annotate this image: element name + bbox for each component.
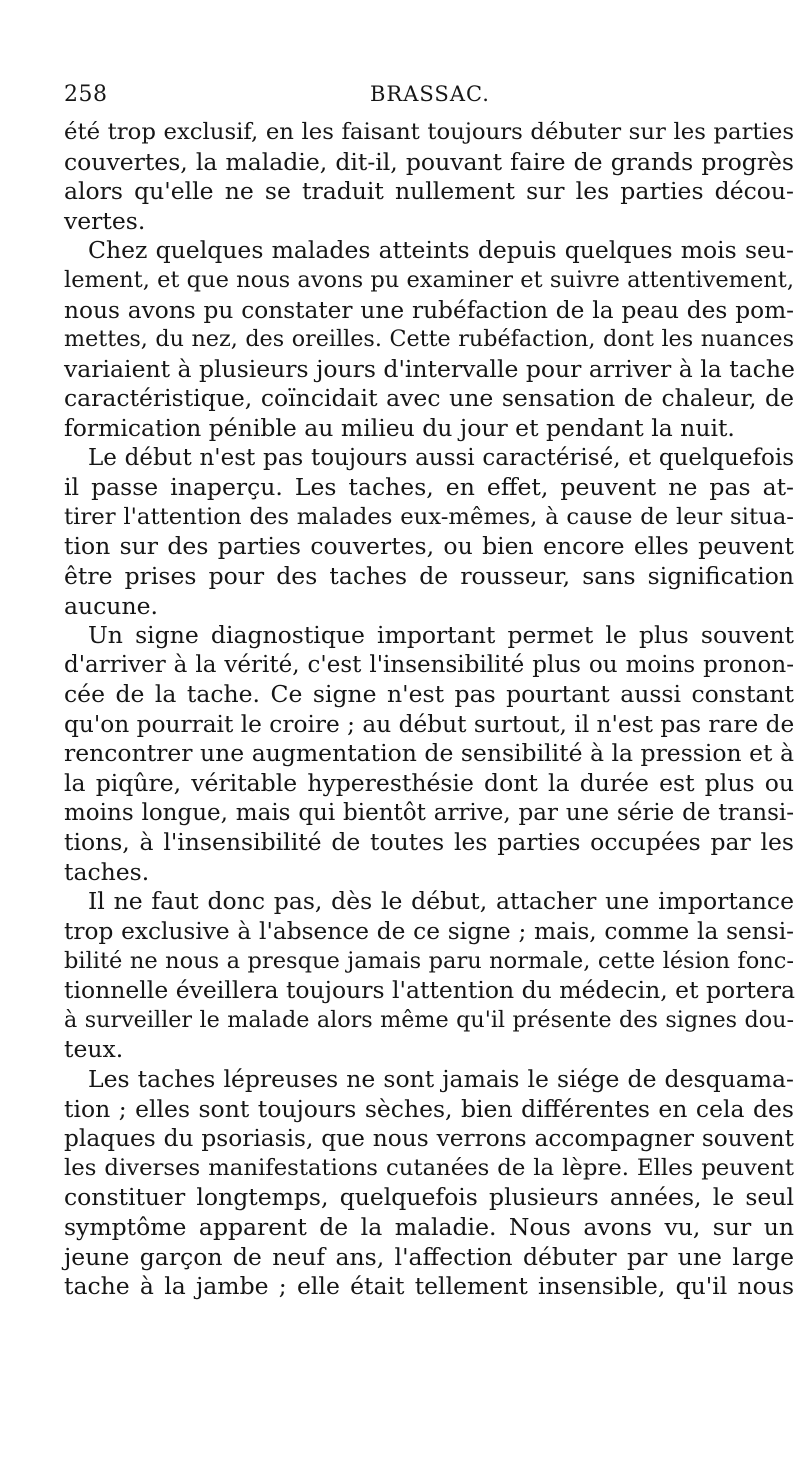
text-line: formication pénible au milieu du jour et pendant la nuit. — [64, 413, 735, 442]
text-line: été trop exclusif, en les faisant toujours débuter sur les parties — [64, 119, 794, 145]
running-title: BRASSAC. — [370, 82, 490, 106]
text-line: variaient à plusieurs jours d'intervalle pour arriver à la tache — [64, 354, 795, 383]
text-line: tion sur des parties couvertes, ou bien encore elles peuvent — [64, 532, 794, 561]
text-line: il passe inaperçu. Les taches, en effet, peuvent ne pas at- — [64, 473, 794, 502]
text-line: plaques du psoriasis, que nous verrons accompagner souvent — [64, 1125, 794, 1153]
text-line: moins longue, mais qui bientôt arrive, par une série de transi- — [64, 799, 794, 826]
text-line: tirer l'attention des malades eux-mêmes, à cause de leur situa- — [64, 503, 794, 530]
page-number: 258 — [64, 82, 108, 107]
text-line: aucune. — [64, 591, 158, 620]
paragraph-start-line: Le début n'est pas toujours aussi caractérisé, et quelquefois — [88, 444, 794, 471]
text-line: tionnelle éveillera toujours l'attention du médecin, et portera — [64, 976, 796, 1005]
text-line: vertes. — [64, 206, 146, 235]
text-line: tion ; elles sont toujours sèches, bien différentes en cela des — [64, 1094, 794, 1123]
text-line: constituer longtemps, quelquefois plusieurs années, le seul — [64, 1183, 794, 1212]
text-line: d'arriver à la vérité, c'est l'insensibilité plus ou moins pronon- — [64, 651, 794, 678]
text-line: caractéristique, coïncidait avec une sensation de chaleur, de — [64, 384, 794, 413]
body-text — [64, 118, 794, 1302]
text-line: mettes, du nez, des oreilles. Cette rubéfaction, dont les nuances — [64, 326, 794, 353]
text-line: bilité ne nous a presque jamais paru normale, cette lésion fonc- — [64, 947, 794, 974]
text-line: couvertes, la maladie, dit-il, pouvant faire de grands progrès — [64, 147, 794, 176]
text-line: taches. — [64, 857, 150, 886]
running-head — [64, 82, 794, 112]
paragraph-start-line: Chez quelques malades atteints depuis quelques mois seu- — [88, 236, 794, 265]
text-line: trop exclusive à l'absence de ce signe ; mais, comme la sensi- — [64, 918, 794, 946]
text-line: cée de la tache. Ce signe n'est pas pourtant aussi constant — [64, 680, 794, 709]
text-line: tache à la jambe ; elle était tellement insensible, qu'il nous — [64, 1272, 794, 1301]
paragraph-start-line: Il ne faut donc pas, dès le début, attacher une importance — [88, 887, 794, 916]
text-line: rencontrer une augmentation de sensibilité à la pression et à — [64, 739, 794, 768]
text-line: alors qu'elle ne se traduit nullement sur les parties décou- — [64, 177, 794, 206]
text-line: être prises pour des taches de rousseur, sans signification — [64, 561, 794, 590]
text-line: jeune garçon de neuf ans, l'affection débuter par une large — [64, 1242, 794, 1271]
text-line: à surveiller le malade alors même qu'il présente des signes dou- — [64, 1006, 794, 1033]
text-line: la piqûre, véritable hyperesthésie dont la durée est plus ou — [64, 769, 794, 798]
text-line: symptôme apparent de la maladie. Nous avons vu, sur un — [64, 1212, 794, 1241]
text-line: teux. — [64, 1035, 124, 1064]
paragraph-start-line: Un signe diagnostique important permet le plus souvent — [88, 621, 794, 650]
text-line: lement, et que nous avons pu examiner et suivre attentivement, — [64, 266, 794, 293]
paragraph-start-line: Les taches lépreuses ne sont jamais le siége de desquama- — [88, 1065, 794, 1093]
text-line: nous avons pu constater une rubéfaction de la peau des pom- — [64, 296, 794, 324]
text-line: tions, à l'insensibilité de toutes les parties occupées par les — [64, 828, 794, 857]
text-line: qu'on pourrait le croire ; au début surtout, il n'est pas rare de — [64, 710, 795, 738]
text-line: les diverses manifestations cutanées de la lèpre. Elles peuvent — [64, 1154, 794, 1181]
